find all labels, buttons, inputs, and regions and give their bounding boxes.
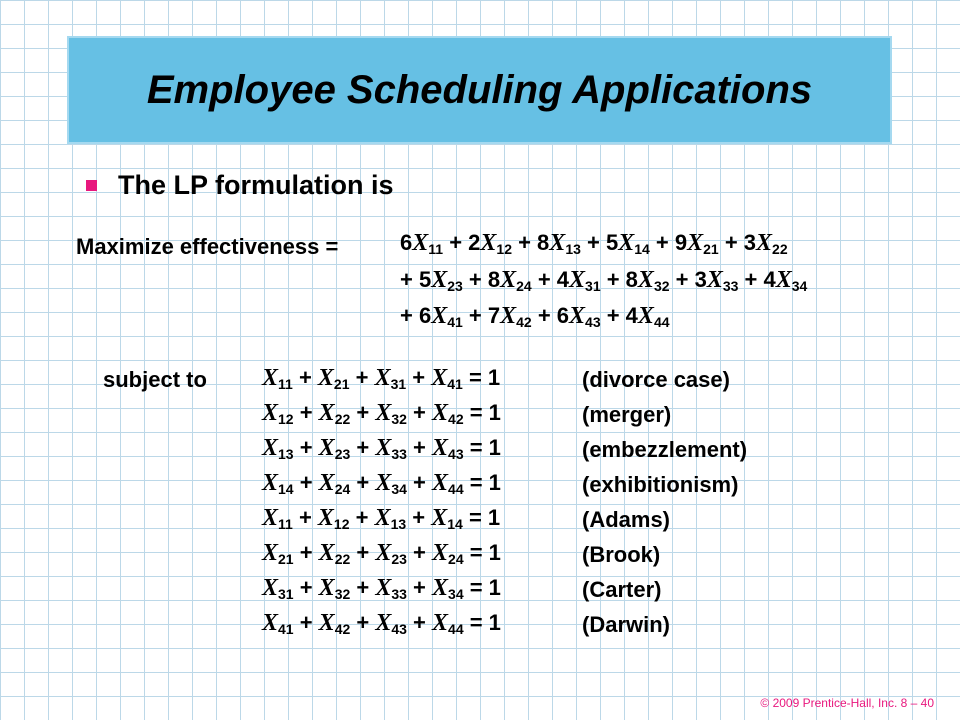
variable-x32: $X_{32}$: [318, 575, 351, 602]
variable-x42: $X_{42}$: [500, 303, 532, 330]
constraint-equation: $X_{31} + X_{32} + X_{33} + X_{34} = 1$: [262, 575, 501, 602]
variable-x41: $X_{41}$: [262, 610, 294, 637]
variable-x44: $X_{44}$: [637, 303, 670, 330]
variable-x42: $X_{42}$: [318, 610, 351, 637]
variable-x13: $X_{13}$: [374, 505, 407, 532]
variable-x21: $X_{21}$: [687, 230, 719, 257]
variable-x22: $X_{22}$: [756, 230, 788, 257]
variable-x14: $X_{14}$: [431, 505, 463, 532]
constraint-label: (embezzlement): [582, 437, 748, 462]
variable-x32: $X_{32}$: [375, 400, 407, 427]
constraint-equation: $X_{11} + X_{21} + X_{31} + X_{41} = 1$: [262, 365, 501, 392]
variable-x24: $X_{24}$: [318, 470, 351, 497]
variable-x22: $X_{22}$: [318, 540, 351, 567]
variable-x31: $X_{31}$: [374, 365, 407, 392]
variable-x23: $X_{23}$: [318, 435, 351, 462]
constraint-equation: $X_{13} + X_{23} + X_{33} + X_{43} = 1$: [262, 435, 501, 462]
variable-x11: $X_{11}$: [412, 230, 444, 257]
constraint-equation: $X_{41} + X_{42} + X_{43} + X_{44} = 1$: [262, 610, 501, 637]
constraint-equation: $X_{12} + X_{22} + X_{32} + X_{42} = 1$: [262, 400, 501, 427]
variable-x24: $X_{24}$: [432, 540, 464, 567]
constraint-label: (divorce case): [582, 367, 730, 392]
variable-x33: $X_{33}$: [375, 435, 407, 462]
variable-x11: $X_{11}$: [262, 365, 293, 392]
variable-x32: $X_{32}$: [637, 267, 670, 294]
variable-x41: $X_{41}$: [431, 365, 463, 392]
variable-x31: $X_{31}$: [569, 267, 601, 294]
objective-line: + $6X_{41} + 7X_{42} + 6X_{43} + 4X_{44}$: [400, 303, 670, 330]
constraint-label: (Adams): [582, 507, 671, 532]
variable-x43: $X_{43}$: [432, 435, 464, 462]
variable-x43: $X_{43}$: [375, 610, 407, 637]
variable-x33: $X_{33}$: [706, 267, 739, 294]
constraint-label: (Darwin): [582, 612, 670, 637]
variable-x12: $X_{12}$: [317, 505, 350, 532]
variable-x44: $X_{44}$: [432, 470, 464, 497]
objective-label: Maximize effectiveness =: [76, 234, 339, 259]
variable-x12: $X_{12}$: [480, 230, 512, 257]
bullet-point: [86, 170, 394, 201]
variable-x41: $X_{41}$: [431, 303, 463, 330]
constraint-label: (exhibitionism): [582, 472, 739, 497]
square-bullet-icon: [86, 180, 97, 191]
constraint-label: (Carter): [582, 577, 662, 602]
title-banner: [67, 36, 892, 144]
variable-x34: $X_{34}$: [375, 470, 407, 497]
variable-x21: $X_{21}$: [317, 365, 350, 392]
variable-x33: $X_{33}$: [375, 575, 407, 602]
variable-x23: $X_{23}$: [431, 267, 463, 294]
variable-x31: $X_{31}$: [262, 575, 294, 602]
variable-x24: $X_{24}$: [500, 267, 532, 294]
variable-x44: $X_{44}$: [432, 610, 464, 637]
variable-x13: $X_{13}$: [262, 435, 294, 462]
bullet-text: The LP formulation is: [118, 170, 394, 200]
variable-x23: $X_{23}$: [375, 540, 407, 567]
copyright-footer: © 2009 Prentice-Hall, Inc. 8 – 40: [760, 696, 934, 710]
constraint-equation: $X_{11} + X_{12} + X_{13} + X_{14} = 1$: [262, 505, 501, 532]
variable-x34: $X_{34}$: [432, 575, 464, 602]
objective-line: + $5X_{23} + 8X_{24} + 4X_{31} + 8X_{32} + 3X_{33} + 4X_{34}$: [400, 267, 808, 294]
variable-x43: $X_{43}$: [569, 303, 601, 330]
constraint-equation: $X_{14} + X_{24} + X_{34} + X_{44} = 1$: [262, 470, 501, 497]
constraint-equation: $X_{21} + X_{22} + X_{23} + X_{24} = 1$: [262, 540, 501, 567]
variable-x22: $X_{22}$: [318, 400, 351, 427]
variable-x13: $X_{13}$: [549, 230, 581, 257]
variable-x11: $X_{11}$: [262, 505, 293, 532]
constraint-label: (Brook): [582, 542, 661, 567]
variable-x12: $X_{12}$: [262, 400, 294, 427]
variable-x14: $X_{14}$: [262, 470, 294, 497]
variable-x21: $X_{21}$: [262, 540, 294, 567]
objective-line: $6X_{11} + 2X_{12} + 8X_{13} + 5X_{14} + 9X_{21} + 3X_{22}$: [400, 230, 788, 257]
constraint-label: (merger): [582, 402, 672, 427]
subject-to-label: subject to: [103, 367, 207, 392]
variable-x14: $X_{14}$: [618, 230, 650, 257]
variable-x42: $X_{42}$: [432, 400, 464, 427]
variable-x34: $X_{34}$: [775, 267, 808, 294]
slide-title: Employee Scheduling Applications: [146, 67, 813, 112]
